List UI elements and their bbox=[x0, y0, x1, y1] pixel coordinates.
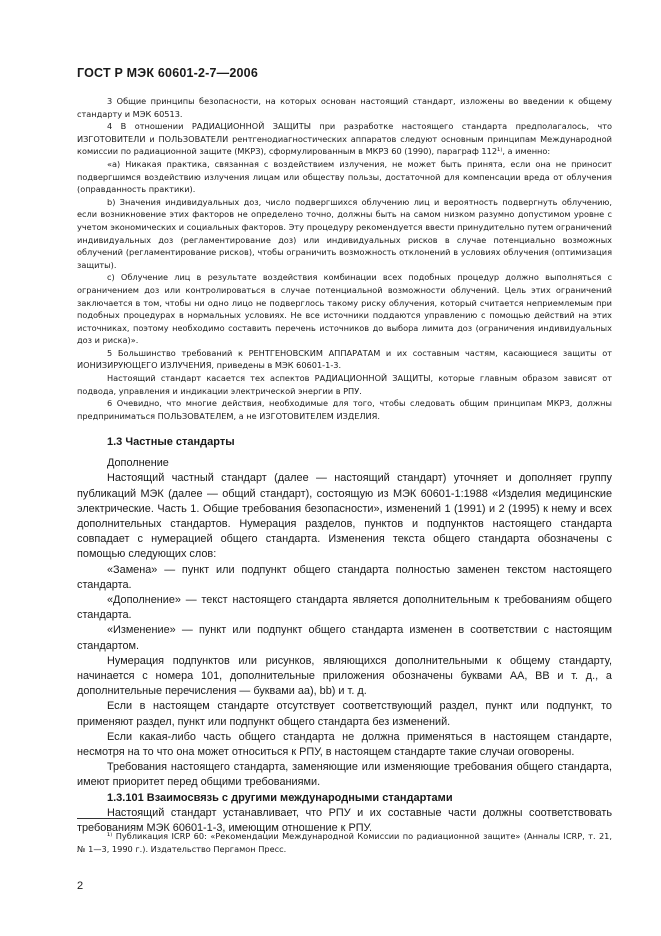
section-heading: 1.3 Частные стандарты bbox=[107, 436, 235, 448]
section-subheading: Дополнение bbox=[107, 457, 169, 470]
subsection-paragraph: Настоящий стандарт устанавливает, что РПУ и их составные части должны соответствовать требованиям МЭК 60601-1-3, имеющим отношение к РПУ. bbox=[77, 806, 612, 835]
footnote-text: ¹⁾ Публикация ICRP 60: «Рекомендации Международной Комиссии по радиационной защите» (Анналы ICRP, т. 21, № 1—3, 1990 г.). Издательство Пергамон Пресс. bbox=[77, 831, 612, 854]
document-header: ГОСТ Р МЭК 60601-2-7—2006 bbox=[77, 66, 258, 80]
section-paragraph: «Дополнение» — текст настоящего стандарта является дополнительным к требованиям общего стандарта. bbox=[77, 594, 612, 622]
section-paragraph: Настоящий частный стандарт (далее — настоящий стандарт) уточняет и дополняет группу публикаций МЭК (далее — общий стандарт), состоящую из МЭК 60601-1:1988 «Изделия медицинские электрические. Часть 1. Общие требования безопасности», изменений 1 (1991) и 2 (1995) к нему и всех дополнительных стандартов. Нумерация разделов, пунктов и подпунктов настоящего стандарта совпадает с нумерацией общего стандарта. Изменения текста общего стандарта обозначены с помощью следующих слов: bbox=[77, 472, 612, 561]
intro-notes bbox=[77, 95, 612, 422]
section-1-3 bbox=[77, 435, 612, 836]
section-paragraph: Требования настоящего стандарта, заменяющие или изменяющие требования общего стандарта, имеют приоритет перед общими требованиями. bbox=[77, 761, 612, 789]
section-paragraph: «Изменение» — пункт или подпункт общего стандарта изменен в соответствии с настоящим стандартом. bbox=[77, 624, 612, 652]
note-3: 3 Общие принципы безопасности, на которых основан настоящий стандарт, изложены во введении к общему стандарту и МЭК 60513. bbox=[77, 96, 612, 119]
subsection-heading: 1.3.101 Взаимосвязь с другими международными стандартами bbox=[107, 791, 453, 804]
note-4: 4 В отношении РАДИАЦИОННОЙ ЗАЩИТЫ при разработке настоящего стандарта предполагалось, что ИЗГОТОВИТЕЛИ и ПОЛЬЗОВАТЕЛИ рентгенодиагностических аппаратов следуют основным принципам Международной комиссии по радиационной защите (МКРЗ), сформулированным в МКРЗ 60 (1990), параграф 112¹⁾, а именно: bbox=[77, 121, 612, 157]
note-6: 6 Очевидно, что многие действия, необходимые для того, чтобы следовать общим принципам МКРЗ, должны предприниматься ПОЛЬЗОВАТЕЛЕМ, а не ИЗГОТОВИТЕЛЕМ ИЗДЕЛИЯ. bbox=[77, 398, 612, 421]
note-4-a: «а) Никакая практика, связанная с воздействием излучения, не может быть принята, если она не приносит подвергшимся воздействию излучения лицам или обществу пользы, достаточной для компенсации вреда от облучения (оправданность практики). bbox=[77, 158, 612, 195]
page-number: 2 bbox=[77, 880, 84, 892]
section-paragraph: Если в настоящем стандарте отсутствует соответствующий раздел, пункт или подпункт, то применяют раздел, пункт или подпункт общего стандарта без изменений. bbox=[77, 700, 612, 728]
note-5: 5 Большинство требований к РЕНТГЕНОВСКИМ АППАРАТАМ и их составным частям, касающиеся защиты от ИОНИЗИРУЮЩЕГО ИЗЛУЧЕНИЯ, приведены в МЭК 60601-1-3. bbox=[77, 347, 612, 371]
footnote bbox=[77, 830, 612, 856]
note-4-b: b) Значения индивидуальных доз, число подвергшихся облучению лиц и вероятность подвергнуть облучению, если возникновение этих факторов не определено точно, должны быть на самом низком разумно допустимом уровне с учетом экономических и социальных факторов. Эту процедуру рекомендуется ввести принудительно путем ограничений индивидуальных доз (регламентирование доз) или индивидуальных рисков в случае потенциально возможных облучений (регламентирование рисков), чтобы ограничить возможность отклонений в условиях облучения (оптимизация защиты). bbox=[77, 196, 612, 270]
section-paragraph: Нумерация подпунктов или рисунков, являющихся дополнительными к общему стандарту, начинается с номера 101, дополнительные приложения обозначены буквами АА, ВВ и т. д., а дополнительные перечисления — буквами аа), bb) и т. д. bbox=[77, 654, 612, 698]
note-5-cont: Настоящий стандарт касается тех аспектов РАДИАЦИОННОЙ ЗАЩИТЫ, которые главным образом зависят от подвода, управления и индикации электрической энергии в РПУ. bbox=[77, 373, 612, 396]
footnote-rule bbox=[77, 818, 140, 819]
note-4-c: с) Облучение лиц в результате воздействия комбинации всех подобных процедур должно выполняться с ограничением доз или контролироваться в случае потенциальной возможности облучений. Цель этих ограничений заключается в том, чтобы ни одно лицо не подверглось такому риску облучения, который считается неприемлемым при подобных процедурах в нормальных условиях. Не все источники поддаются управлению с помощью действий на этих источниках, поэтому необходимо составить перечень источников до выбора лимита доз (ограничения индивидуальных доз и риска)». bbox=[77, 272, 612, 346]
section-paragraph: Если какая-либо часть общего стандарта не должна применяться в настоящем стандарте, несмотря на то что она может относиться к РПУ, в настоящем стандарте такие случаи оговорены. bbox=[77, 730, 612, 759]
section-paragraph: «Замена» — пункт или подпункт общего стандарта полностью заменен текстом настоящего стандарта. bbox=[77, 563, 612, 591]
